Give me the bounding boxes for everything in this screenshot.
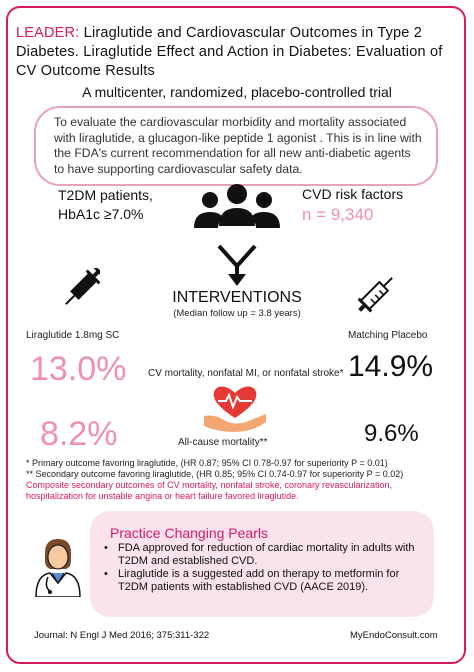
footnote-secondary: ** Secondary outcome favoring liraglutide, (HR 0.85; 95% CI 0.74-0.97 for superiority P = 0.02) xyxy=(26,469,404,479)
secondary-outcome-liraglutide: 8.2% xyxy=(40,415,118,453)
primary-outcome-liraglutide: 13.0% xyxy=(30,350,127,388)
footnote-primary: * Primary outcome favoring liraglutide, (HR 0.87; 95% CI 0.78-0.97 for superiority P = 0.01) xyxy=(26,458,388,468)
placebo-arm-label: Matching Placebo xyxy=(348,330,428,341)
primary-outcome-label: CV mortality, nonfatal MI, or nonfatal stroke* xyxy=(148,368,344,379)
pearl-item: • FDA approved for reduction of cardiac mortality in adults with T2DM and established CVD. xyxy=(104,542,415,567)
pearl-text: Liraglutide is a suggested add on therapy to metformin for T2DM patients with established CVD (AACE 2019). xyxy=(118,568,400,593)
trial-design: A multicenter, randomized, placebo-controlled trial xyxy=(82,84,392,100)
merge-arrow-icon xyxy=(215,244,259,288)
journal-citation: Journal: N Engl J Med 2016; 375:311-322 xyxy=(34,630,210,641)
outline-syringe-icon xyxy=(358,270,398,314)
trial-name: LEADER: xyxy=(16,25,80,41)
pearl-item: • Liraglutide is a suggested add on therapy to metformin for T2DM patients with established CVD (AACE 2019). xyxy=(104,568,400,593)
composite-outcomes-note: Composite secondary outcomes of CV mortality, nonfatal stroke, coronary revascularization, hospitalization for unstable angina or heart failure favored liraglutide. xyxy=(26,480,392,501)
pearls-title: Practice Changing Pearls xyxy=(110,525,268,541)
secondary-outcome-label: All-cause mortality** xyxy=(178,437,268,448)
site-name: MyEndoConsult.com xyxy=(350,630,438,641)
median-follow-up: (Median follow up = 3.8 years) xyxy=(173,308,301,319)
population-line-1: T2DM patients, xyxy=(58,187,153,203)
cvd-risk-label: CVD risk factors xyxy=(302,186,404,202)
filled-syringe-icon xyxy=(60,268,100,312)
pearl-text: FDA approved for reduction of cardiac mortality in adults with T2DM and established CVD. xyxy=(118,542,415,567)
page-title xyxy=(16,24,456,81)
primary-outcome-placebo: 14.9% xyxy=(348,350,434,383)
people-group-icon xyxy=(190,180,284,240)
interventions-heading: INTERVENTIONS xyxy=(172,289,302,306)
population-criteria xyxy=(58,186,153,224)
title-text: Liraglutide and Cardiovascular Outcomes in Type 2 Diabetes. Liraglutide Effect and Action in Diabetes: Evaluation of CV Outcome Results xyxy=(16,25,443,79)
secondary-outcome-placebo: 9.6% xyxy=(364,420,419,447)
population-line-2: HbA1c ≥7.0% xyxy=(58,206,144,222)
purpose-box: To evaluate the cardiovascular morbidity and mortality associated with liraglutide, a glucagon-like peptide 1 agonist . This is in line with the FDA's current recommendation for all new anti-diabetic agents to have supporting cardiovascular safety data. xyxy=(34,106,438,186)
liraglutide-arm-label: Liraglutide 1.8mg SC xyxy=(26,330,120,341)
doctor-avatar-icon xyxy=(30,535,86,597)
sample-size: n = 9,340 xyxy=(302,205,374,224)
heart-in-hand-icon xyxy=(200,382,270,434)
